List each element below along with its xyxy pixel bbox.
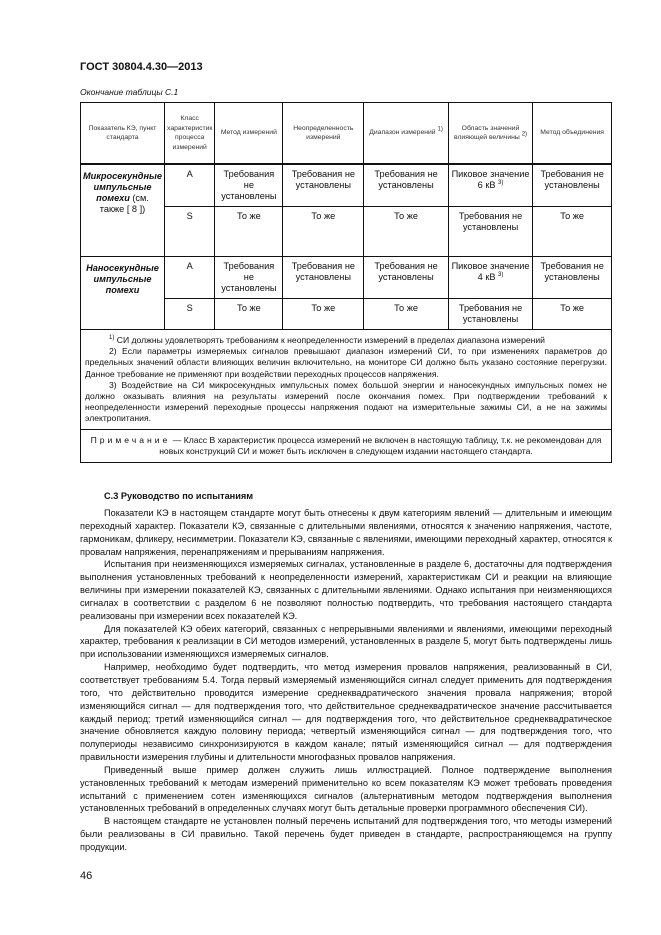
footnotes-row (81, 330, 612, 430)
indicator-cell (81, 164, 165, 257)
note-text: — Класс В характеристик процесса измерений не включен в настоящую таблицу, т.к. не рекомендован для новых конструкций СИ и может быть исключен в следующем издании настоящего стандарта. (159, 434, 602, 456)
footnote-mark: 1) (109, 335, 115, 342)
footnotes-cell (81, 330, 612, 430)
col-header-influence-label: Область значений влияющей величины (454, 124, 520, 141)
col-header-class: Класс характеристик процесса измерений (164, 103, 214, 165)
class-cell: A (164, 257, 214, 299)
footnote-3: 3) Воздействие на СИ микросекундных импульсных помех большой энергии и наносекундных импульсных помех не должно оказывать влияния на результаты измерений после окончания помех. При подтверждении требований к неопределенности измерений переходные процессы напряжения подают на измерительные зажимы СИ, а не на зажимы электропитания. (85, 379, 607, 424)
paragraph: Приведенный выше пример должен служить лишь иллюстрацией. Полное подтверждение выполнения установленных требований к методам измерений применительно ко всем показателям КЭ может требовать проведения испытаний с применением сотен изменяющихся сигналов (альтернативным методом подтверждения выполнения установленных требований в определенных случаях могут быть детальные проверки программного обеспечения СИ). (80, 764, 612, 814)
section-body (80, 507, 612, 854)
note-row (81, 429, 612, 462)
method-cell: То же (215, 207, 283, 257)
paragraph: В настоящем стандарте не установлен полный перечень испытаний для подтверждения того, что методы измерений были реализованы в СИ правильно. Такой перечень будет приведен в стандарте, распространяющемся на группу продукции. (80, 816, 612, 852)
indicator-name: Наносекундные импульсные помехи (86, 263, 159, 295)
section-title: С.3 Руководство по испытаниям (104, 491, 254, 501)
influence-value: Пиковое значение 6 кВ (451, 169, 530, 190)
footnote-ref: 3) (498, 179, 504, 186)
paragraph: Например, необходимо будет подтвердить, что метод измерения провалов напряжения, реализованный в СИ, соответствует требованиям 5.4. Тогда первый измеряемый изменяющийся сигнал следует применить для подтверждения того, что действительно проводится измерение среднеквадратического значения провала напряжения; второй изменяющийся сигнал — для подтверждения того, что действительное среднеквадратическое значение рассчитывается каждый период; третий изменяющийся сигнал — для подтверждения того, что действительное среднеквадратическое значение обновляется каждую половину периода; четвертый изменяющийся сигнал — для подтверждения того, что полупериоды независимо синхронизируются в каждом канале; пятый изменяющийся сигнал — для подтверждения правильности измерения глубины и длительности многофазных провалов напряжения. (80, 662, 612, 763)
footnote-ref: 2) (521, 131, 528, 138)
aggregation-cell: Требования не установлены (533, 257, 612, 299)
footnote-1-text: СИ должны удовлетворять требованиям к неопределенности измерений в пределах диапазона измерений (114, 335, 545, 345)
influence-cell: Требования не установлены (448, 207, 532, 257)
col-header-influence (448, 103, 532, 165)
uncertainty-cell: Требования не установлены (283, 257, 364, 299)
col-header-indicator: Показатель КЭ, пункт стандарта (81, 103, 165, 165)
table-row (81, 257, 612, 299)
col-header-range-label: Диапазон измерений (369, 129, 436, 137)
uncertainty-cell: Требования не установлены (283, 164, 364, 207)
influence-cell (448, 257, 532, 299)
footnote-ref: 1) (437, 126, 443, 133)
table-row (81, 164, 612, 207)
page-number: 46 (80, 870, 93, 882)
table-caption: Окончание таблицы С.1 (80, 87, 179, 97)
col-header-uncertainty: Неопределенность измерений (283, 103, 364, 165)
influence-value: Пиковое значение 4 кВ (451, 261, 530, 282)
aggregation-cell: То же (533, 207, 612, 257)
requirements-table (80, 102, 612, 463)
note-label: Примечание (90, 434, 171, 445)
note-cell (81, 429, 612, 462)
col-header-aggregation: Метод объединения (533, 103, 612, 165)
uncertainty-cell: То же (283, 207, 364, 257)
range-cell: Требования не установлены (364, 164, 448, 207)
aggregation-cell: То же (533, 299, 612, 330)
class-cell: S (164, 299, 214, 330)
col-header-method: Метод измерений (215, 103, 283, 165)
range-cell: То же (364, 207, 448, 257)
paragraph: Для показателей КЭ обеих категорий, связанных с непрерывными явлениями и явлениями, имеющими переходный характер, требования к реализации в СИ методов измерений, установленных в разделе 5, могут быть подтверждены лишь при использовании изменяющихся измеряемых сигналов. (80, 623, 612, 660)
indicator-cell (81, 257, 165, 330)
footnote-1 (85, 335, 607, 346)
indicator-ref: (см. также [ 8 ]) (99, 193, 149, 214)
footnote-2: 2) Если параметры измеряемых сигналов превышают диапазон измерений СИ, то при изменениях параметров до предельных значений области влияющих величин включительно, на мониторе СИ должно быть указано состояние перегрузки. Данное требование не применяют при воздействии переходных процессов напряжения. (85, 346, 607, 379)
aggregation-cell: Требования не установлены (533, 164, 612, 207)
influence-cell (448, 164, 532, 207)
range-cell: Требования не установлены (364, 257, 448, 299)
paragraph: Показатели КЭ в настоящем стандарте могут быть отнесены к двум категориям явлений — длительным и имеющим переходный характер. Показатели КЭ, связанные с длительными явлениями, относятся к значению напряжения, частоте, гармоникам, фликеру, несимметрии. Показатели КЭ, связанные с явлениями, имеющими переходный характер, относятся к провалам напряжения, перенапряжениям и прерываниям напряжения. (80, 508, 612, 557)
paragraph: Испытания при неизменяющихся измеряемых сигналах, установленные в разделе 6, достаточны для подтверждения выполнения установленных требований к неопределенности измерений, характеристикам СИ и реакции на влияющие величины при измерении показателей КЭ, связанных с длительными явлениями. Однако испытания при неизменяющихся сигналах в соответствии с разделом 6 не позволяют полностью подтвердить, что требования настоящего стандарта реализованы при измерении всех показателей КЭ. (80, 559, 612, 621)
indicator-name: Микросекундные импульсные помехи (83, 171, 162, 203)
method-cell: Требования не установлены (215, 257, 283, 299)
range-cell: То же (364, 299, 448, 330)
class-cell: A (164, 164, 214, 207)
table-header-row (81, 103, 612, 165)
uncertainty-cell: То же (283, 299, 364, 330)
influence-cell: Требования не установлены (448, 299, 532, 330)
document-header: ГОСТ 30804.4.30—2013 (80, 61, 203, 73)
method-cell: Требования не установлены (215, 164, 283, 207)
class-cell: S (164, 207, 214, 257)
method-cell: То же (215, 299, 283, 330)
col-header-range (364, 103, 448, 165)
footnote-ref: 3) (498, 271, 504, 278)
